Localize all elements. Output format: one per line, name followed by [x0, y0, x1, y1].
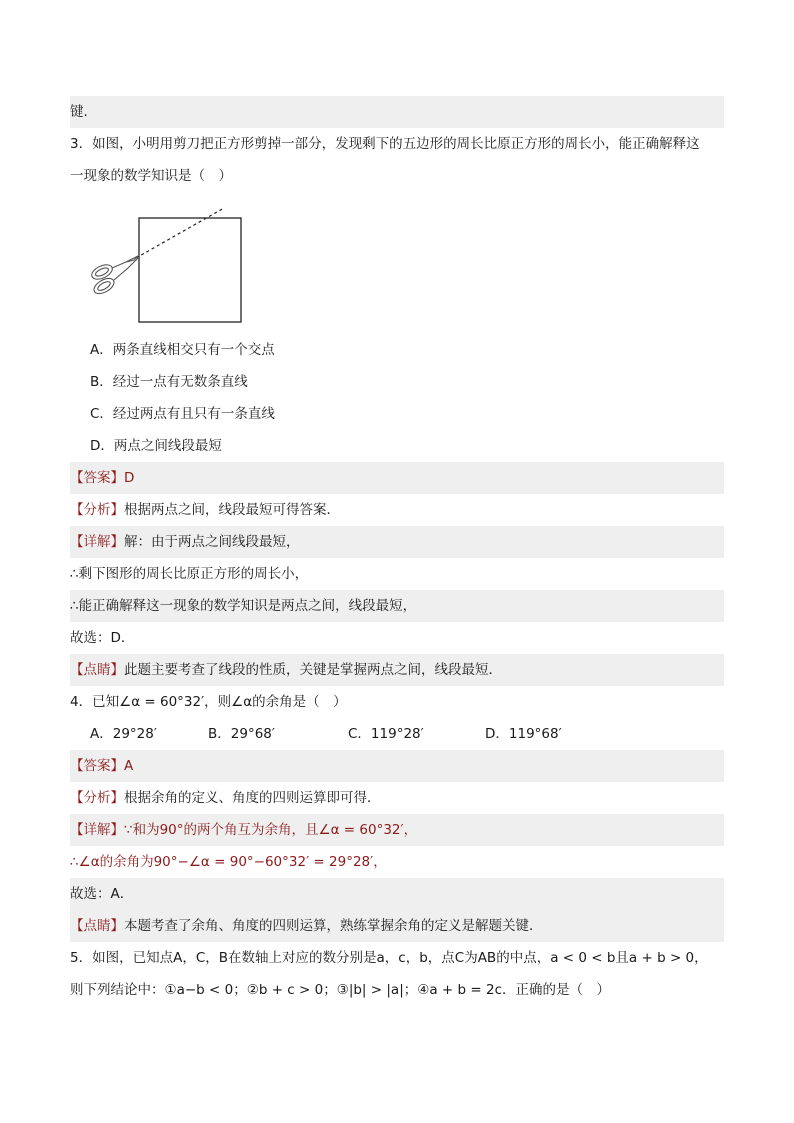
scissors-icon: [89, 256, 138, 297]
prev-answer-tail: 键.: [70, 96, 724, 128]
q4-option-a: A．29°28′: [90, 726, 157, 742]
q4-comment: 【点睛】本题考查了余角、角度的四则运算，熟练掌握余角的定义是解题关键．: [70, 910, 724, 942]
exam-page: [70, 96, 724, 1006]
q4-option-c: C．119°28′: [348, 726, 424, 742]
q4-analysis: 【分析】根据余角的定义、角度的四则运算即可得．: [70, 790, 381, 806]
q3-detail-2: ∴剩下图形的周长比原正方形的周长小，: [70, 566, 309, 582]
q5-stem-line1: 5．如图，已知点A，C，B在数轴上对应的数分别是a，c，b，点C为AB的中点，a < 0 < b且a + b > 0，: [70, 950, 708, 966]
q4-answer: 【答案】A: [70, 750, 724, 782]
square-shape: [139, 218, 241, 322]
q3-choice: 故选：D．: [70, 630, 135, 646]
square-scissors-figure: [88, 198, 268, 328]
cut-dashed-line: [136, 208, 224, 258]
q3-option-d: D．两点之间线段最短: [90, 438, 222, 454]
q4-choice: 故选：A．: [70, 878, 724, 910]
q3-option-c: C．经过两点有且只有一条直线: [90, 406, 275, 422]
q4-detail-1: 【详解】∵和为90°的两个角互为余角，且∠α = 60°32′，: [70, 814, 724, 846]
q3-stem-line1: 3．如图，小明用剪刀把正方形剪掉一部分，发现剩下的五边形的周长比原正方形的周长小，能正确解释这: [70, 136, 700, 152]
q3-comment: 【点睛】此题主要考查了线段的性质，关键是掌握两点之间，线段最短．: [70, 654, 724, 686]
q3-stem-line2: 一现象的数学知识是（ ）: [70, 168, 232, 184]
q4-detail-2: ∴∠α的余角为90°−∠α = 90°−60°32′ = 29°28′，: [70, 854, 387, 870]
q4-option-d: D．119°68′: [485, 726, 562, 742]
q4-stem: 4．已知∠α = 60°32′，则∠α的余角是（ ）: [70, 694, 347, 710]
q3-analysis: 【分析】根据两点之间，线段最短可得答案．: [70, 502, 340, 518]
q3-option-b: B．经过一点有无数条直线: [90, 374, 248, 390]
q4-options: [70, 718, 724, 750]
q4-option-b: B．29°68′: [208, 726, 275, 742]
q3-figure: [70, 196, 724, 334]
q3-option-a: A．两条直线相交只有一个交点: [90, 342, 275, 358]
q3-answer: 【答案】D: [70, 462, 724, 494]
q5-stem-line2: 则下列结论中：①a−b < 0；②b + c > 0；③|b| > |a|；④a + b = 2c．正确的是（ ）: [70, 982, 610, 998]
q3-detail-1: 【详解】解：由于两点之间线段最短，: [70, 526, 724, 558]
q3-detail-3: ∴能正确解释这一现象的数学知识是两点之间，线段最短，: [70, 590, 724, 622]
